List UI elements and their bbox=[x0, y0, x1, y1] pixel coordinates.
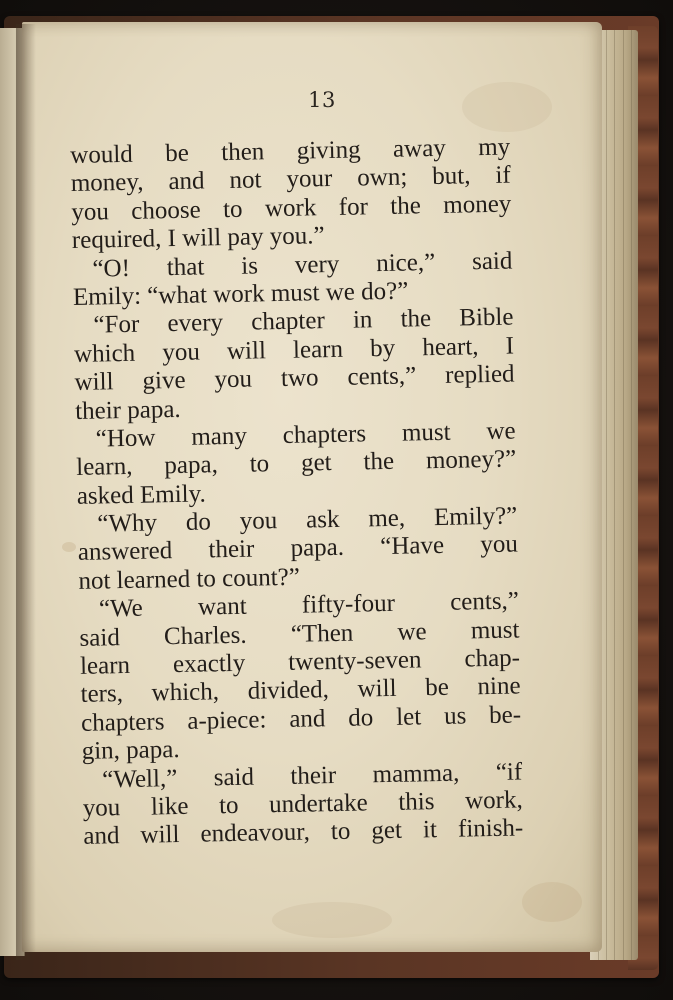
text-line: will give you two cents,” replied bbox=[74, 360, 515, 397]
text-line: “O! that is very nice,” said bbox=[92, 247, 513, 283]
text-line: gin, papa. bbox=[81, 736, 180, 766]
text-line: asked Emily. bbox=[76, 480, 206, 510]
spine-shadow bbox=[16, 24, 36, 960]
text-line: learn, papa, to get the money?” bbox=[75, 445, 517, 482]
text-line: would be then giving away my bbox=[70, 133, 511, 169]
text-line: you like to undertake this work, bbox=[82, 786, 523, 822]
text-line: required, I will pay you.” bbox=[71, 222, 325, 255]
text-line: “Well,” said their mamma, “if bbox=[101, 758, 523, 794]
text-line: ters, which, divided, will be nine bbox=[80, 672, 521, 709]
text-line: answered their papa. “Have you bbox=[77, 530, 519, 567]
text-line: which you will learn by heart, I bbox=[73, 332, 515, 368]
text-line: “Why do you ask me, Emily?” bbox=[97, 502, 518, 538]
text-line: money, and not your own; but, if bbox=[70, 161, 511, 198]
text-line: and will endeavour, to get it finish- bbox=[83, 814, 524, 851]
text-line: chapters a-piece: and do let us be- bbox=[80, 701, 522, 737]
text-line: said Charles. “Then we must bbox=[79, 616, 520, 652]
foxing-spot bbox=[272, 902, 392, 938]
text-line: their papa. bbox=[74, 395, 181, 425]
body-text bbox=[70, 134, 524, 852]
book-page bbox=[22, 22, 602, 952]
text-line: “For every chapter in the Bible bbox=[93, 303, 514, 339]
text-line: learn exactly twenty-seven chap- bbox=[79, 644, 521, 680]
text-line: Emily: “what work must we do?” bbox=[72, 277, 409, 311]
foxing-spot bbox=[522, 882, 582, 922]
text-line: not learned to count?” bbox=[78, 563, 301, 595]
text-line: “How many chapters must we bbox=[95, 417, 516, 453]
page-number: 13 bbox=[308, 88, 336, 112]
text-line: you choose to work for the money bbox=[71, 190, 512, 226]
text-line: “We want fifty-four cents,” bbox=[98, 587, 520, 623]
foxing-spot bbox=[62, 542, 76, 552]
